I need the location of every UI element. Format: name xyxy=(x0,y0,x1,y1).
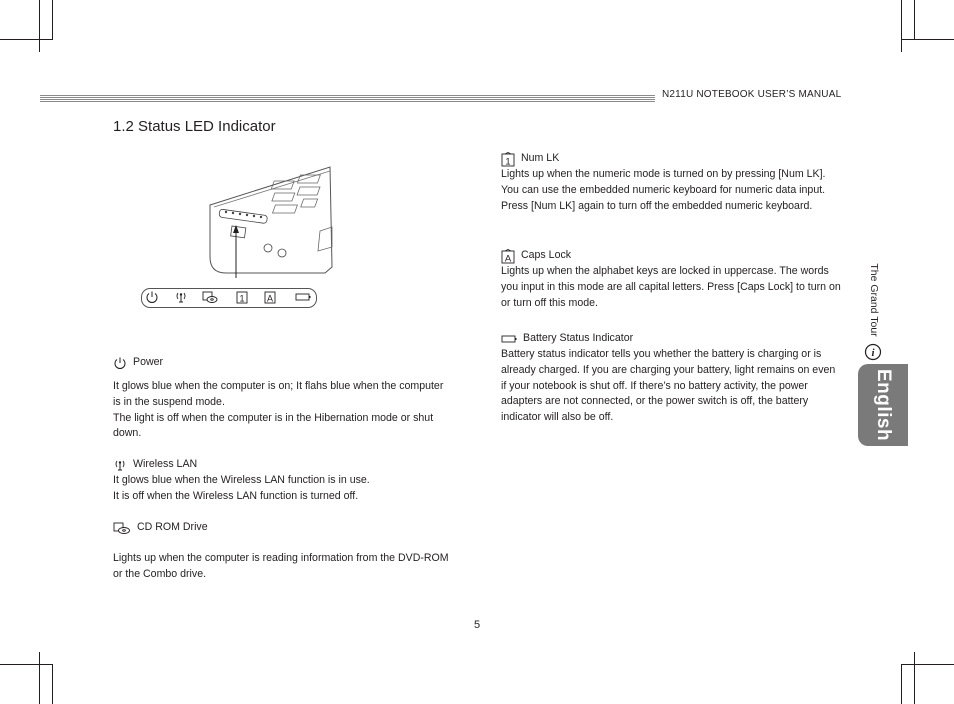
battery-section xyxy=(501,331,843,426)
crop-mark xyxy=(0,664,52,665)
svg-text:A: A xyxy=(266,293,274,304)
power-icon xyxy=(145,290,159,304)
power-icon xyxy=(113,356,127,370)
battery-icon xyxy=(295,292,311,302)
cd-rom-icon xyxy=(113,521,131,535)
svg-text:1: 1 xyxy=(505,156,511,167)
cd-rom-icon xyxy=(202,290,218,304)
crop-mark xyxy=(914,652,915,704)
cd-rom-section xyxy=(113,520,453,583)
caps-lock-section xyxy=(501,248,843,311)
language-tab-label: English xyxy=(873,368,894,442)
wireless-lan-heading: Wireless LAN xyxy=(133,458,198,471)
grand-tour-logo-icon xyxy=(864,343,882,361)
crop-mark xyxy=(39,0,40,52)
num-lock-heading: Num LK xyxy=(521,152,560,165)
page-number: 5 xyxy=(474,619,481,631)
crop-mark xyxy=(0,39,52,40)
wireless-lan-section xyxy=(113,457,453,505)
caps-lock-heading: Caps Lock xyxy=(521,249,572,262)
led-strip xyxy=(141,288,317,308)
crop-mark xyxy=(914,0,915,40)
power-description: It glows blue when the computer is on; It flahs blue when the computer is in the suspend mode. xyxy=(113,380,444,408)
wireless-lan-icon xyxy=(113,458,127,472)
crop-mark xyxy=(902,664,954,665)
cd-rom-description: Lights up when the computer is reading information from the DVD-ROM or the Combo drive. xyxy=(113,552,449,580)
wireless-lan-description: It glows blue when the Wireless LAN function is in use. xyxy=(113,474,370,486)
power-heading: Power xyxy=(133,356,164,369)
num-lock-icon xyxy=(236,290,248,304)
chapter-label: The Grand Tour xyxy=(868,263,880,337)
caps-lock-icon xyxy=(264,290,276,304)
num-lock-description: Lights up when the numeric mode is turned on by pressing [Num LK]. You can use the embedded numeric keyboard for numeric data input. Press [Num LK] again to turn off the embedded numeric keyboard. xyxy=(501,168,826,212)
battery-heading: Battery Status Indicator xyxy=(523,332,634,345)
manual-title: N211U NOTEBOOK USER’S MANUAL xyxy=(662,89,842,100)
cd-rom-heading: CD ROM Drive xyxy=(137,521,208,534)
caps-lock-description: Lights up when the alphabet keys are locked in uppercase. The words you input in this mode are all capital letters. Press [Caps Lock] to turn on or turn off this mode. xyxy=(501,265,841,309)
crop-mark xyxy=(52,664,53,704)
num-lock-section xyxy=(501,151,843,214)
svg-text:A: A xyxy=(504,253,512,264)
wireless-lan-icon xyxy=(174,290,188,304)
crop-mark xyxy=(52,0,53,40)
section-title: 1.2 Status LED Indicator xyxy=(113,118,276,135)
crop-mark xyxy=(901,664,902,704)
language-tab[interactable] xyxy=(858,364,908,446)
wireless-lan-description: It is off when the Wireless LAN function is turned off. xyxy=(113,489,359,502)
caps-lock-icon xyxy=(501,249,515,264)
svg-text:i: i xyxy=(871,347,875,359)
power-description: The light is off when the computer is in the Hibernation mode or shut down. xyxy=(113,411,434,440)
crop-mark xyxy=(901,0,902,52)
svg-text:1: 1 xyxy=(239,293,245,304)
power-section xyxy=(113,355,453,442)
num-lock-icon xyxy=(501,152,515,167)
crop-mark xyxy=(39,652,40,704)
crop-mark xyxy=(902,39,954,40)
battery-icon xyxy=(501,334,517,344)
battery-description: Battery status indicator tells you whether the battery is charging or is already charged. If you are charging your battery, light remains on even if your notebook is shut off. If there’s no battery activity, the power adapters are not connected, or the power switch is off, the battery indicator will also be off. xyxy=(501,348,836,424)
